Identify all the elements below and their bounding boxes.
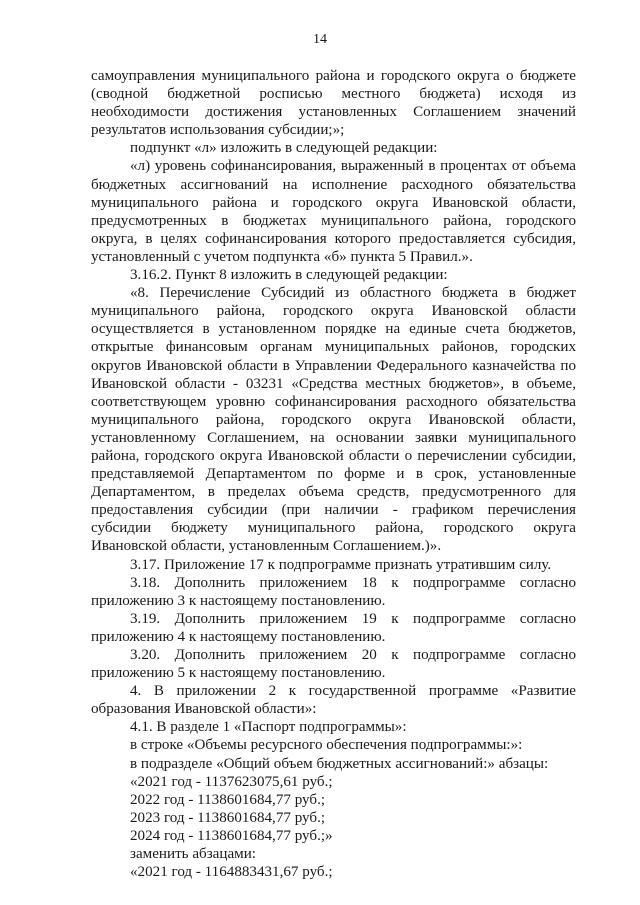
text-line: 4.1. В разделе 1 «Паспорт подпрограммы»:	[130, 719, 407, 736]
text-line: 2024 год - 1138601684,77 руб.;»	[130, 827, 333, 844]
text-line: установленному Соглашением, на основании заявки муниципального	[91, 429, 576, 446]
text-line: (сводной бюджетной росписью местного бюджета) исходя из	[91, 86, 576, 103]
text-line: установленный с учетом подпункта «б» пункта 5 Правил.».	[91, 248, 473, 265]
text-line: приложению 5 к настоящему постановлению.	[91, 665, 386, 682]
text-line: в подразделе «Общий объем бюджетных ассигнований:» абзацы:	[130, 755, 549, 772]
text-line: необходимости достижения установленных Соглашением значений	[91, 104, 576, 121]
text-line: предоставления субсидии (при наличии - графиком перечисления	[91, 502, 576, 519]
text-line: Ивановской области, установленным Соглашением.)».	[91, 538, 442, 555]
text-line: заменить абзацами:	[130, 846, 256, 863]
text-line: Ивановской области - 03231 «Средства местных бюджетов», в объеме,	[91, 375, 576, 392]
text-line: приложению 3 к настоящему постановлению.	[91, 592, 386, 609]
text-line: осуществляется в установленном порядке на единые счета бюджетов,	[91, 321, 576, 338]
text-line: результатов использования субсидии;»;	[91, 122, 345, 139]
text-line: 3.19. Дополнить приложением 19 к подпрограмме согласно	[130, 610, 576, 627]
text-line: 2023 год - 1138601684,77 руб.;	[130, 809, 326, 826]
text-line: «2021 год - 1137623075,61 руб.;	[130, 773, 333, 790]
text-line: муниципального района и городского округа Ивановской области,	[91, 194, 576, 211]
text-line: Департаментом, в пределах объема средств, предусмотренного для	[91, 484, 576, 501]
text-line: 3.20. Дополнить приложением 20 к подпрограмме согласно	[130, 647, 576, 663]
text-line: округов Ивановской области в Управлении Федерального казначейства по	[91, 357, 576, 374]
document-body	[91, 67, 576, 881]
text-line: образования Ивановской области»:	[91, 701, 317, 718]
text-line: 3.18. Дополнить приложением 18 к подпрограмме согласно	[130, 574, 576, 591]
text-line: субсидии бюджету муниципального района, городского округа	[91, 520, 576, 537]
text-line: 3.17. Приложение 17 к подпрограмме признать утратившим силу.	[130, 556, 552, 573]
text-line: подпункт «л» изложить в следующей редакции:	[130, 140, 438, 157]
text-line: представляемой Департаментом по форме и в срок, установленные	[91, 466, 576, 483]
text-line: 3.16.2. Пункт 8 изложить в следующей редакции:	[130, 267, 448, 284]
text-line: муниципального района, городского округа Ивановской области	[91, 303, 576, 320]
text-line: 2022 год - 1138601684,77 руб.;	[130, 791, 326, 808]
text-line: приложению 4 к настоящему постановлению.	[91, 628, 386, 645]
text-line: бюджетных ассигнований на исполнение расходного обязательства	[91, 176, 576, 193]
text-line: района, городского округа Ивановской области о перечислении субсидии,	[91, 447, 576, 464]
text-line: соответствующем уровню софинансирования расходного обязательства	[91, 393, 576, 410]
text-line: «2021 год - 1164883431,67 руб.;	[130, 864, 333, 881]
text-line: округа, в целях софинансирования которого предоставляется субсидия,	[91, 230, 576, 247]
text-line: в строке «Объемы ресурсного обеспечения подпрограммы:»:	[130, 737, 523, 754]
text-line: 4. В приложении 2 к государственной программе «Развитие	[130, 683, 576, 700]
page-number: 14	[313, 32, 327, 47]
text-line: открытые финансовым органам муниципальных районов, городских	[91, 339, 576, 356]
text-line: «л) уровень софинансирования, выраженный в процентах от объема	[130, 158, 576, 175]
text-line: «8. Перечисление Субсидий из областного бюджета в бюджет	[130, 285, 576, 302]
text-line: самоуправления муниципального района и городского округа о бюджете	[91, 68, 576, 84]
text-line: предусмотренных в бюджетах муниципального района, городского	[91, 212, 576, 229]
text-line: муниципального района, городского округа Ивановской области,	[91, 411, 576, 428]
